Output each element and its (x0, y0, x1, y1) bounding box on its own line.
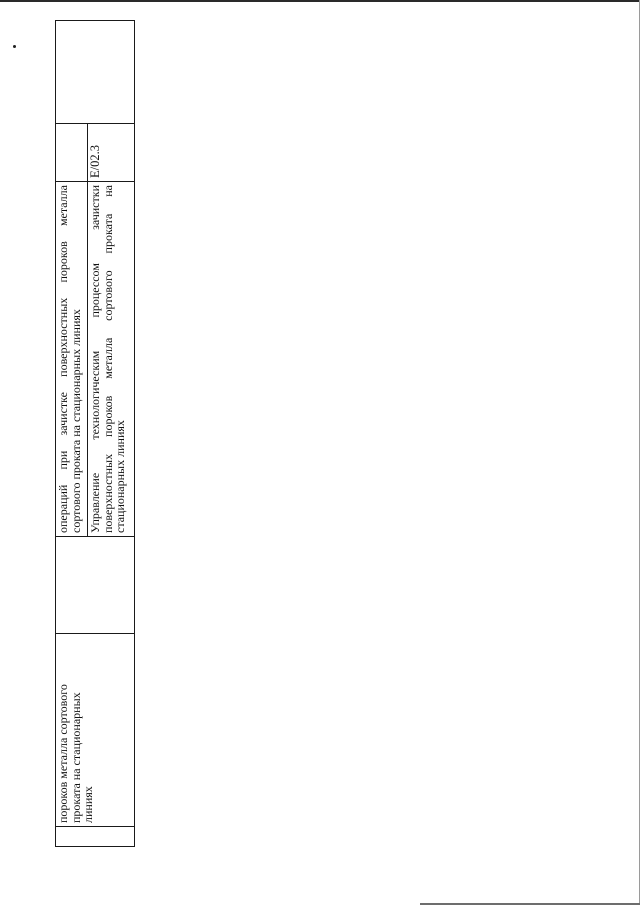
function-name-line: проката на стационарных (68, 692, 83, 823)
function-name-line: пороков металла сортового (56, 684, 70, 823)
description-cell (88, 182, 135, 537)
description-cell (56, 182, 88, 537)
table-cell-empty (56, 21, 135, 124)
description-line: стационарных линиях (113, 420, 128, 533)
function-name-cell (56, 634, 135, 827)
table-row (56, 21, 88, 847)
function-name-line: линиях (81, 786, 96, 823)
code-cell (56, 124, 88, 182)
table-cell-empty (56, 537, 135, 634)
rotated-table-wrapper (55, 21, 135, 847)
scan-speck (13, 45, 16, 48)
functions-table (55, 20, 135, 847)
description-line: операций при зачистке поверхностных пороков металла (56, 185, 70, 533)
description-line: сортового проката на стационарных линиях (68, 309, 83, 533)
scan-edge-top (0, 0, 640, 2)
table-cell-empty (56, 827, 135, 847)
code-cell: E/02.3 (88, 124, 135, 182)
description-line: Управление технологическим процессом зачистки (88, 185, 103, 533)
description-line: поверхностных пороков металла сортового проката на (100, 185, 115, 533)
